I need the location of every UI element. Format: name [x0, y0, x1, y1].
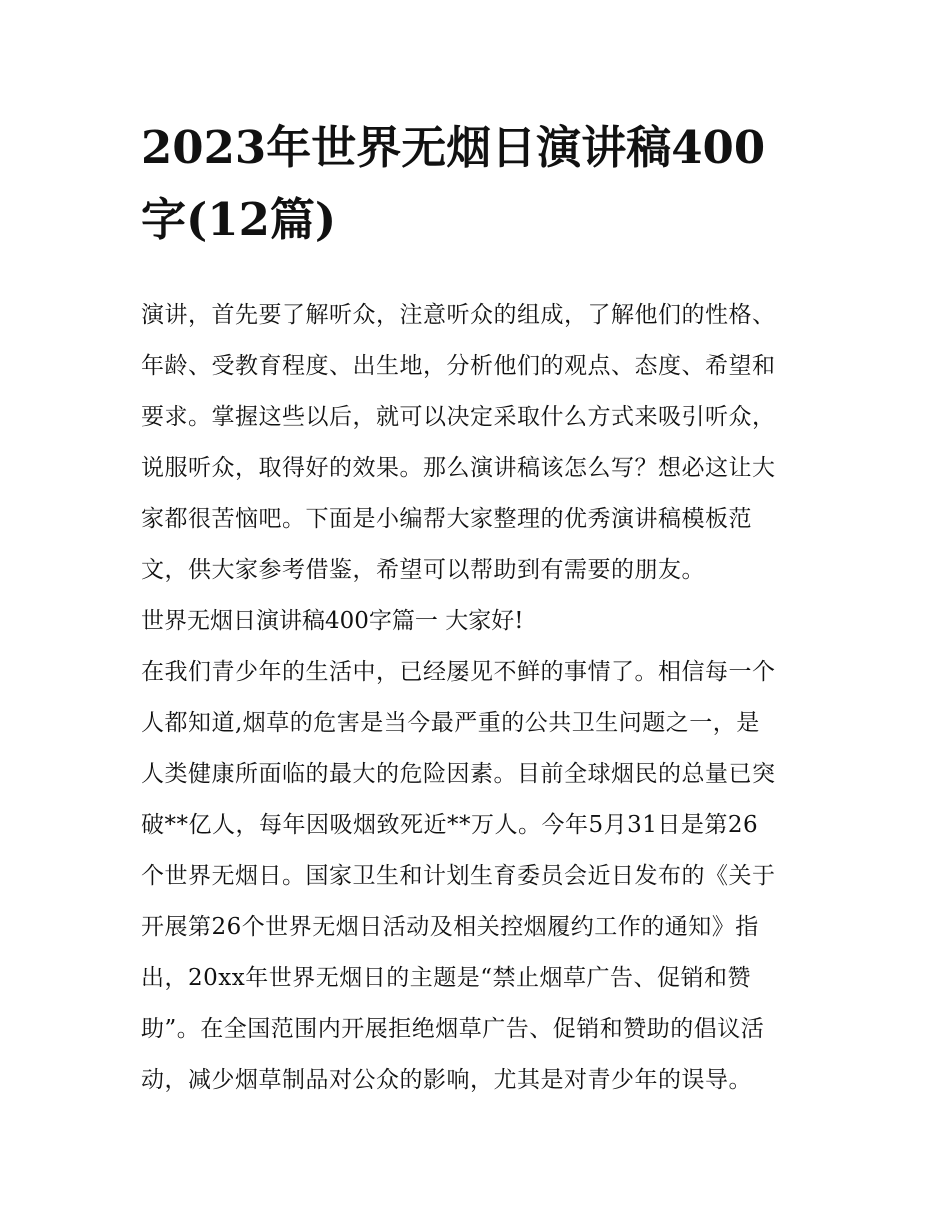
body-paragraph: [141, 647, 821, 1106]
section-heading: 世界无烟日演讲稿400字篇一 大家好!: [141, 608, 524, 634]
text-line: 人都知道,烟草的危害是当今最严重的公共卫生问题之一，是: [141, 710, 760, 736]
text-line: 开展第26个世界无烟日活动及相关控烟履约工作的通知》指: [141, 914, 759, 940]
text-line: 年龄、受教育程度、出生地，分析他们的观点、态度、希望和: [141, 353, 776, 379]
text-line: 要求。掌握这些以后，就可以决定采取什么方式来吸引听众，: [141, 404, 776, 430]
text-line: 家都很苦恼吧。下面是小编帮大家整理的优秀演讲稿模板范: [141, 506, 752, 532]
text-line: 人类健康所面临的最大的危险因素。目前全球烟民的总量已突: [141, 761, 776, 787]
text-line: 说服听众，取得好的效果。那么演讲稿该怎么写？想必这让大: [141, 455, 776, 481]
document-title: [141, 112, 821, 256]
intro-paragraph: [141, 290, 821, 596]
document-page: [141, 112, 821, 1106]
text-line: 破**亿人，每年因吸烟致死近**万人。今年5月31日是第26: [141, 812, 759, 838]
text-line: 演讲，首先要了解听众，注意听众的组成，了解他们的性格、: [141, 302, 776, 328]
text-line: 在我们青少年的生活中，已经屡见不鲜的事情了。相信每一个: [141, 659, 776, 685]
text-line: 助”。在全国范围内开展拒绝烟草广告、促销和赞助的倡议活: [141, 1016, 765, 1042]
text-line: 个世界无烟日。国家卫生和计划生育委员会近日发布的《关于: [141, 863, 776, 889]
text-line: 文，供大家参考借鉴，希望可以帮助到有需要的朋友。: [141, 557, 705, 583]
text-line: 出，20xx年世界无烟日的主题是“禁止烟草广告、促销和赞: [141, 965, 751, 991]
title-line: 字(12篇): [141, 193, 337, 246]
text-line: 动，减少烟草制品对公众的影响，尤其是对青少年的误导。: [141, 1067, 752, 1093]
title-line: 2023年世界无烟日演讲稿400: [141, 121, 766, 174]
